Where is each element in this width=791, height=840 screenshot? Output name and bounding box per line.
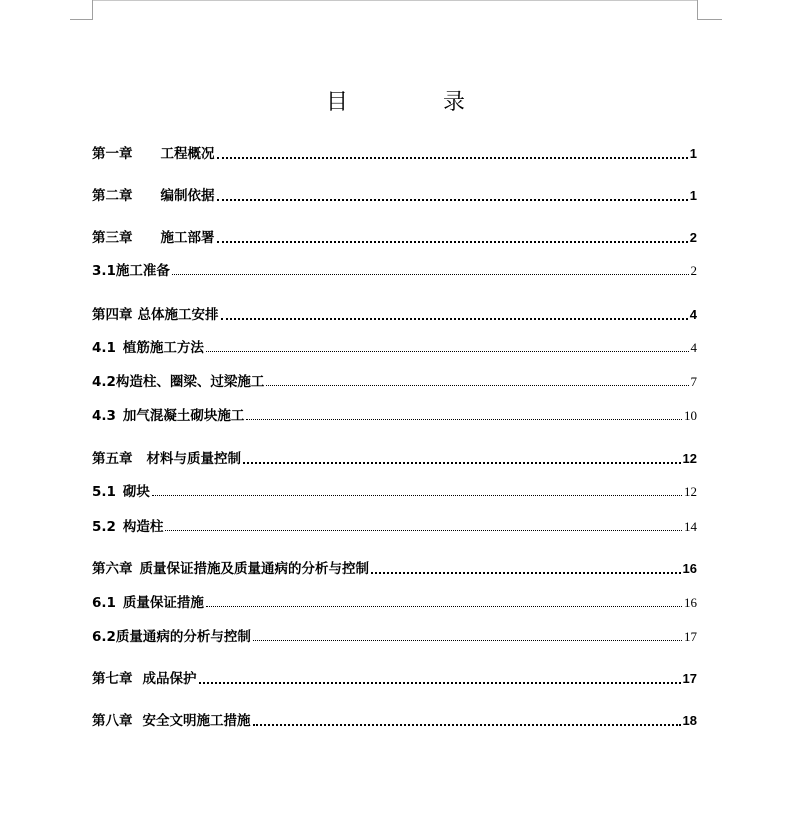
toc-entry-page: 18: [682, 713, 697, 728]
toc-entry-title: 施工准备: [115, 263, 170, 279]
toc-entry-chapter-3[interactable]: [92, 227, 697, 247]
toc-entry-label: 第二章: [92, 188, 133, 204]
toc-leader-dots: [371, 572, 681, 574]
crop-mark-right-vertical: [697, 0, 698, 19]
toc-entry-label: 3.1: [92, 263, 116, 279]
toc-title: 目 录: [326, 90, 509, 115]
toc-entry-section-4-2[interactable]: [92, 371, 697, 391]
toc-leader-dots: [152, 495, 682, 496]
toc-entry-page: 10: [684, 408, 697, 423]
crop-mark-left-vertical: [92, 0, 93, 19]
toc-entry-title: 施工部署: [160, 230, 215, 246]
toc-entry-label: 第三章: [92, 230, 133, 246]
crop-mark-right-horizontal: [697, 19, 722, 20]
toc-entry-title: 质量保证措施: [122, 595, 204, 611]
toc-entry-label: 第六章: [92, 561, 133, 577]
toc-entry-chapter-2[interactable]: [92, 185, 697, 205]
toc-entry-label: 第五章: [92, 451, 133, 467]
toc-entry-label: 第四章: [92, 307, 133, 323]
toc-entry-title: 成品保护: [142, 671, 197, 687]
page-top-edge: [92, 0, 698, 1]
toc-entry-page: 14: [684, 519, 697, 534]
toc-entry-label: 6.1: [92, 595, 116, 611]
toc-entry-chapter-8[interactable]: [92, 710, 697, 730]
toc-entry-section-5-2[interactable]: [92, 516, 697, 536]
toc-entry-page: 4: [690, 340, 697, 355]
toc-leader-dots: [172, 274, 689, 275]
toc-entry-label: 5.1: [92, 484, 116, 500]
toc-entry-section-3-1[interactable]: [92, 260, 697, 280]
toc-leader-dots: [253, 640, 682, 641]
toc-leader-dots: [221, 318, 688, 320]
toc-leader-dots: [206, 351, 689, 352]
toc-entry-section-6-1[interactable]: [92, 592, 697, 612]
toc-entry-chapter-4[interactable]: [92, 304, 697, 324]
toc-leader-dots: [206, 606, 682, 607]
toc-leader-dots: [199, 682, 681, 684]
toc-entry-page: 4: [689, 307, 697, 322]
toc-entry-label: 4.3: [92, 408, 116, 424]
toc-entry-page: 2: [690, 263, 697, 278]
toc-entry-title: 加气混凝土砌块施工: [122, 408, 245, 424]
toc-entry-title: 构造柱、圈梁、过梁施工: [115, 374, 265, 390]
toc-leader-dots: [266, 385, 688, 386]
toc-leader-dots: [246, 419, 682, 420]
toc-entry-page: 17: [682, 671, 697, 686]
toc-entry-page: 1: [689, 146, 697, 161]
toc-entry-page: 16: [684, 595, 697, 610]
toc-entry-chapter-1[interactable]: [92, 143, 697, 163]
toc-entry-title: 材料与质量控制: [146, 451, 241, 467]
toc-entry-label: 5.2: [92, 519, 116, 535]
toc-entry-chapter-7[interactable]: [92, 668, 697, 688]
toc-entry-section-5-1[interactable]: [92, 481, 697, 501]
toc-entry-label: 第一章: [92, 146, 133, 162]
toc-entry-chapter-6[interactable]: [92, 558, 697, 578]
toc-entry-page: 12: [684, 484, 697, 499]
toc-entry-section-4-3[interactable]: [92, 405, 697, 425]
toc-entry-title: 工程概况: [160, 146, 215, 162]
toc-leader-dots: [217, 199, 688, 201]
toc-entry-page: 2: [689, 230, 697, 245]
toc-entry-title: 构造柱: [122, 519, 164, 535]
crop-mark-left-horizontal: [70, 19, 93, 20]
toc-leader-dots: [217, 157, 688, 159]
toc-entry-page: 7: [690, 374, 697, 389]
toc-leader-dots: [165, 530, 682, 531]
toc-entry-title: 编制依据: [160, 188, 215, 204]
toc-entry-section-6-2[interactable]: [92, 626, 697, 646]
toc-entry-page: 12: [682, 451, 697, 466]
toc-entry-title: 质量通病的分析与控制: [115, 629, 251, 645]
toc-leader-dots: [217, 241, 688, 243]
toc-entry-page: 17: [684, 629, 697, 644]
toc-entry-page: 16: [682, 561, 697, 576]
toc-entry-label: 6.2: [92, 629, 116, 645]
toc-entry-title: 总体施工安排: [137, 307, 219, 323]
toc-entry-chapter-5[interactable]: [92, 448, 697, 468]
toc-entry-title: 植筋施工方法: [122, 340, 204, 356]
toc-entry-label: 4.1: [92, 340, 116, 356]
toc-leader-dots: [253, 724, 681, 726]
toc-entry-label: 4.2: [92, 374, 116, 390]
toc-entry-title: 质量保证措施及质量通病的分析与控制: [139, 561, 369, 577]
toc-entry-section-4-1[interactable]: [92, 337, 697, 357]
toc-entry-label: 第八章: [92, 713, 133, 729]
toc-entry-page: 1: [689, 188, 697, 203]
toc-leader-dots: [243, 462, 681, 464]
toc-entry-title: 安全文明施工措施: [142, 713, 251, 729]
toc-entry-label: 第七章: [92, 671, 133, 687]
toc-entry-title: 砌块: [122, 484, 150, 500]
